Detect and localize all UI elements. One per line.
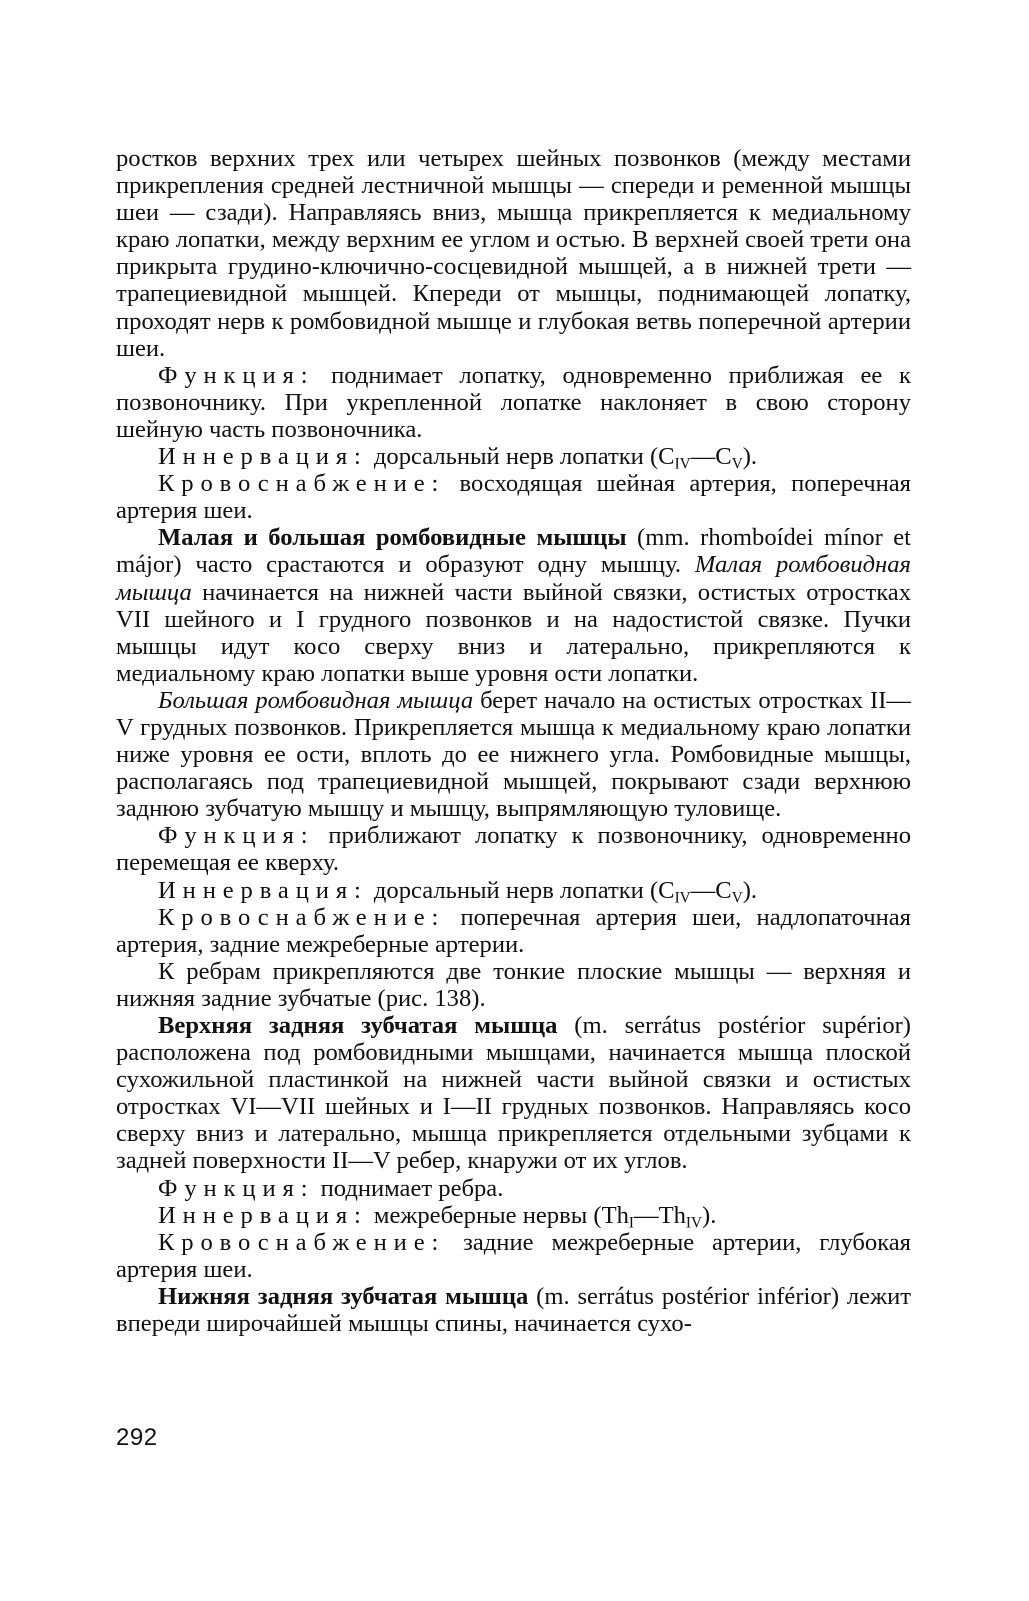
paragraph-serratus-posterior-superior <box>116 1012 911 1175</box>
paragraph-innervation <box>116 443 911 473</box>
paragraph-text: ). <box>742 443 758 471</box>
subscript: IV <box>674 889 691 907</box>
paragraph-text: (mm. rhomboídei mínor et májor) часто срастаются и образуют одну мышцу. <box>116 524 911 579</box>
spaced-label-blood-supply: Кровоснабжение: <box>158 1228 446 1256</box>
page-number: 292 <box>116 1424 158 1451</box>
spaced-label-innervation: Иннервация: <box>158 443 368 471</box>
spaced-label-blood-supply: Кровоснабжение: <box>158 903 446 931</box>
paragraph-text: поднимает ребра. <box>314 1174 504 1202</box>
paragraph-function <box>116 822 911 876</box>
subscript: I <box>628 1214 634 1232</box>
subscript: V <box>731 889 743 907</box>
section-heading-rhomboid: Малая и большая ромбовидные мышцы <box>158 524 627 552</box>
spaced-label-function: Функция: <box>158 361 315 389</box>
paragraph-text: восходящая шейная артерия, поперечная артерия шеи. <box>116 470 911 525</box>
spaced-label-function: Функция: <box>158 1174 315 1202</box>
paragraph-text: поперечная артерия шеи, надлопаточная артерия, задние межреберные артерии. <box>116 903 911 958</box>
spaced-label-innervation: Иннервация: <box>158 1201 368 1229</box>
paragraph-serratus-posterior-inferior <box>116 1283 911 1337</box>
paragraph-function <box>116 362 911 443</box>
paragraph-text: дорсальный нерв лопатки (C <box>367 876 675 904</box>
paragraph-text: ). <box>702 1201 717 1229</box>
paragraph-text: задние межреберные артерии, глубокая артерия шеи. <box>116 1228 911 1283</box>
paragraph-blood-supply <box>116 904 911 958</box>
section-heading-serratus-superior: Верхняя задняя зубчатая мышца <box>158 1012 558 1039</box>
spaced-label-innervation: Иннервация: <box>158 876 368 904</box>
paragraph-function <box>116 1175 911 1202</box>
paragraph-blood-supply <box>116 1229 911 1283</box>
paragraph-text: К ребрам прикрепляются две тонкие плоские мышцы — верхняя и нижняя задние зубчатые (рис. 138). <box>116 957 911 1012</box>
subscript: IV <box>685 1214 703 1232</box>
paragraph-blood-supply <box>116 470 911 524</box>
paragraph-levator-scapulae-continuation <box>116 145 911 362</box>
paragraph-text: (m. serrátus postérior inférior) лежит впереди широчайшей мышцы спины, начинается сухо- <box>116 1282 911 1338</box>
paragraph-text: ростков верхних трех или четырех шейных позвонков (между местами прикрепления средней лестничной мышцы — спереди и ременной мышцы шеи — сзади). Направляясь вниз, мышца прикрепляется к медиальному краю лопатки, между верхним ее углом и остью. В верхней своей трети она прикрыта грудино-ключично-сосцевидной мышцей, а в нижней трети — трапециевидной мышцей. Кпереди от мышцы, поднимающей лопатку, проходят нерв к ромбовидной мышце и глубокая ветвь поперечной артерии шеи. <box>116 145 911 362</box>
paragraph-text: дорсальный нерв лопатки (C <box>367 443 675 471</box>
paragraph-text: —C <box>690 443 732 471</box>
paragraph-text: берет начало на остистых отростках II—V грудных позвонков. Прикрепляется мышца к медиальному краю лопатки ниже уровня ее ости, вплоть до ее нижнего угла. Ромбовидные мышцы, располагаясь под трапециевидной мышцей, покрывают сзади верхнюю заднюю зубчатую мышцу и мышцу, выпрямляющую туловище. <box>116 686 911 823</box>
spaced-label-function: Функция: <box>158 822 315 850</box>
paragraph-text: приближают лопатку к позвоночнику, одновременно перемещая ее кверху. <box>116 822 911 877</box>
paragraph-text: —Th <box>634 1201 686 1229</box>
paragraph-serratus-intro <box>116 958 911 1012</box>
paragraph-rhomboid-major <box>116 687 911 822</box>
paragraph-rhomboid-muscles <box>116 524 911 687</box>
spaced-label-blood-supply: Кровоснабжение: <box>158 470 446 498</box>
paragraph-text: межреберные нервы (Th <box>367 1201 629 1229</box>
paragraph-text: ). <box>742 876 758 904</box>
subscript: V <box>731 455 743 473</box>
paragraph-text: поднимает лопатку, одновременно приближая ее к позвоночнику. При укрепленной лопатке наклоняет в свою сторону шейную часть позвоночника. <box>116 361 911 443</box>
paragraph-text: —C <box>690 876 732 904</box>
section-heading-serratus-inferior: Нижняя задняя зубчатая мышца <box>158 1282 529 1310</box>
paragraph-innervation <box>116 876 911 907</box>
italic-term: Малая ромбовидная мышца <box>116 551 911 606</box>
paragraph-innervation <box>116 1201 911 1232</box>
subscript: IV <box>674 455 691 473</box>
paragraph-text: начинается на нижней части выйной связки, остистых отростках VII шейного и I грудного позвонков и на надостистой связке. Пучки мышцы идут косо сверху вниз и латерально, прикрепляются к медиальному краю лопатки выше уровня ости лопатки. <box>116 578 911 687</box>
paragraph-text: (m. serrátus postérior supérior) расположена под ромбовидными мышцами, начинается мышца плоской сухожильной пластинкой на нижней части выйной связки и остистых отростках VI—VII шейных и I—II грудных позвонков. Направляясь косо сверху вниз и латерально, мышца прикрепляется отдельными зубцами к задней поверхности II—V ребер, кнаружи от их углов. <box>116 1012 911 1175</box>
italic-term: Большая ромбовидная мышца <box>158 686 474 714</box>
body-text <box>116 145 911 1337</box>
